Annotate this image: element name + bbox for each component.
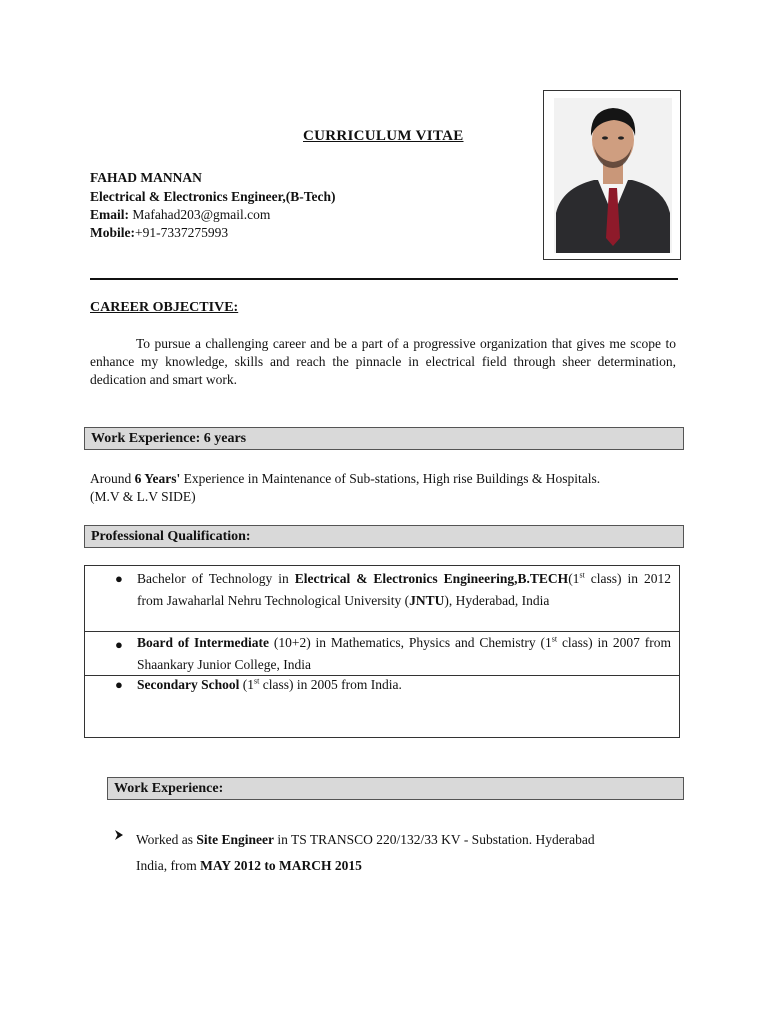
qualification-text <box>137 632 671 676</box>
qualification-item <box>85 632 679 675</box>
qualification-bar: Professional Qualification: <box>84 525 684 548</box>
candidate-designation: Electrical & Electronics Engineer,(B-Tech) <box>90 189 336 204</box>
bullet-icon: ● <box>115 637 123 652</box>
qualification-item <box>85 676 679 736</box>
career-objective-heading: CAREER OBJECTIVE: <box>90 300 239 315</box>
career-objective-text: To pursue a challenging career and be a part of a progressive organization that gives me scope to enhance my knowledge, skills and reach the pinnacle in electrical field through sheer determination, dedication and smart work. <box>90 336 676 387</box>
mobile-line <box>90 225 228 241</box>
qual-university-abbr: JNTU <box>409 593 445 608</box>
qual-text-part: (1 <box>568 571 580 586</box>
document-title: CURRICULUM VITAE <box>303 128 464 144</box>
profile-photo-image <box>554 98 672 253</box>
work-experience-item <box>136 827 676 879</box>
summary-line2: (M.V & L.V SIDE) <box>90 489 196 504</box>
qual-degree: Board of Intermediate <box>137 635 269 650</box>
work-duration: MAY 2012 to MARCH 2015 <box>200 858 362 873</box>
qual-text-part: class) in 2007 from Shaankary Junior College, India <box>137 635 672 672</box>
work-experience-bar: Work Experience: <box>107 777 684 800</box>
work-text-part: Worked as <box>136 832 197 847</box>
candidate-name: FAHAD MANNAN <box>90 170 202 185</box>
qual-ordinal: st <box>254 676 260 686</box>
qualification-text <box>137 674 671 696</box>
email-label: Email: <box>90 207 129 222</box>
bullet-icon: ● <box>115 677 123 692</box>
qual-degree: Secondary School <box>137 677 240 692</box>
email-value: Mafahad203@gmail.com <box>129 207 271 222</box>
work-text-part: in TS TRANSCO 220/132/33 KV - Substation. Hyderabad <box>274 832 595 847</box>
profile-photo <box>543 90 681 260</box>
email-line <box>90 207 270 223</box>
work-experience-summary-text <box>90 470 676 506</box>
qual-text-part: ), Hyderabad, India <box>444 593 550 608</box>
qual-text-part: class) in 2012 from Jawaharlal Nehru Technological University ( <box>137 571 671 608</box>
bullet-icon: ● <box>115 571 123 586</box>
mobile-value: +91-7337275993 <box>135 225 229 240</box>
qual-ordinal: st <box>551 634 558 644</box>
person-portrait-icon <box>554 98 672 253</box>
qualification-item <box>85 566 679 632</box>
work-role: Site Engineer <box>196 832 275 847</box>
qual-text-part: class) in 2005 from India. <box>259 677 402 692</box>
work-text-part: India, from <box>136 858 201 873</box>
qualification-text <box>137 568 671 612</box>
qual-text-part: (1 <box>239 677 255 692</box>
qual-ordinal: st <box>579 570 585 580</box>
summary-rest: Experience in Maintenance of Sub-stations, High rise Buildings & Hospitals. <box>180 471 601 486</box>
qual-text-part: Bachelor of Technology in <box>137 571 295 586</box>
qual-degree: Electrical & Electronics Engineering,B.TECH <box>294 571 569 586</box>
summary-prefix: Around <box>90 471 135 486</box>
qualification-table <box>84 565 680 738</box>
qual-text-part: (10+2) in Mathematics, Physics and Chemistry (1 <box>268 635 552 650</box>
mobile-label: Mobile: <box>90 225 135 240</box>
summary-years: 6 Years' <box>134 471 181 486</box>
arrow-bullet-icon <box>114 828 124 846</box>
work-experience-summary-bar: Work Experience: 6 years <box>84 427 684 450</box>
header-divider <box>90 278 678 280</box>
